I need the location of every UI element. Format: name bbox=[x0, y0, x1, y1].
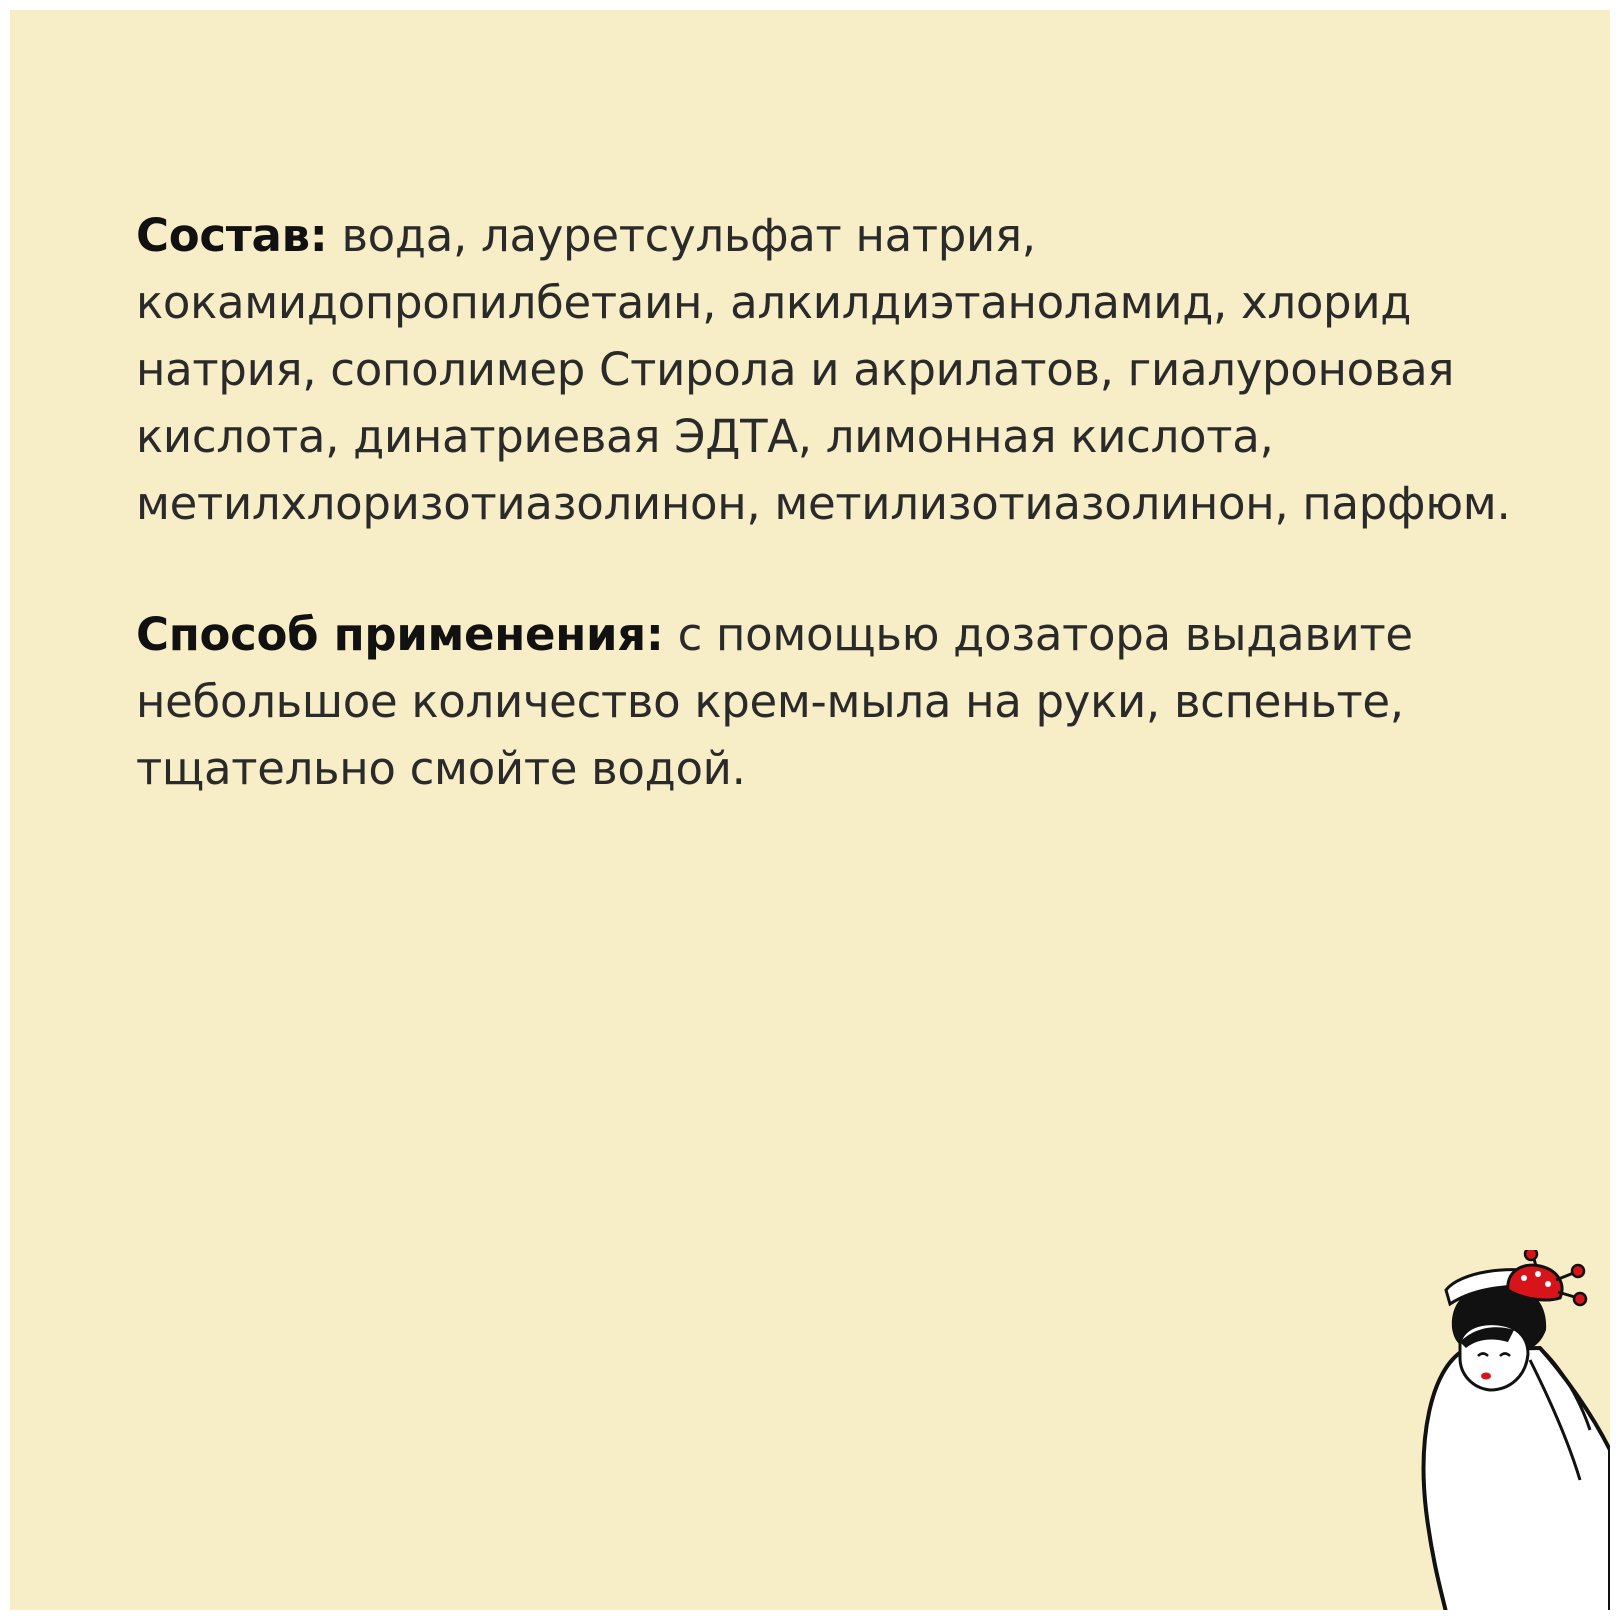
composition-text: вода, лауретсульфат натрия, кокамидопропилбетаин, алкилдиэтаноламид, хлорид натрия, сополимер Стирола и акрилатов, гиалуроновая кислота, динатриевая ЭДТА, лимонная кислота, метилхлоризотиазолинон, метилизотиазолинон, парфюм. bbox=[136, 209, 1511, 530]
composition-label: Состав: bbox=[136, 209, 328, 262]
usage-text: с помощью дозатора выдавите небольшое количество крем-мыла на руки, вспеньте, тщательно смойте водой. bbox=[136, 608, 1413, 795]
usage-label: Способ применения: bbox=[136, 608, 664, 661]
geisha-mascot-icon bbox=[1390, 1250, 1610, 1610]
usage-paragraph bbox=[136, 601, 1516, 802]
composition-paragraph bbox=[136, 202, 1516, 537]
product-info-text bbox=[136, 202, 1516, 802]
product-info-card bbox=[10, 10, 1610, 1610]
